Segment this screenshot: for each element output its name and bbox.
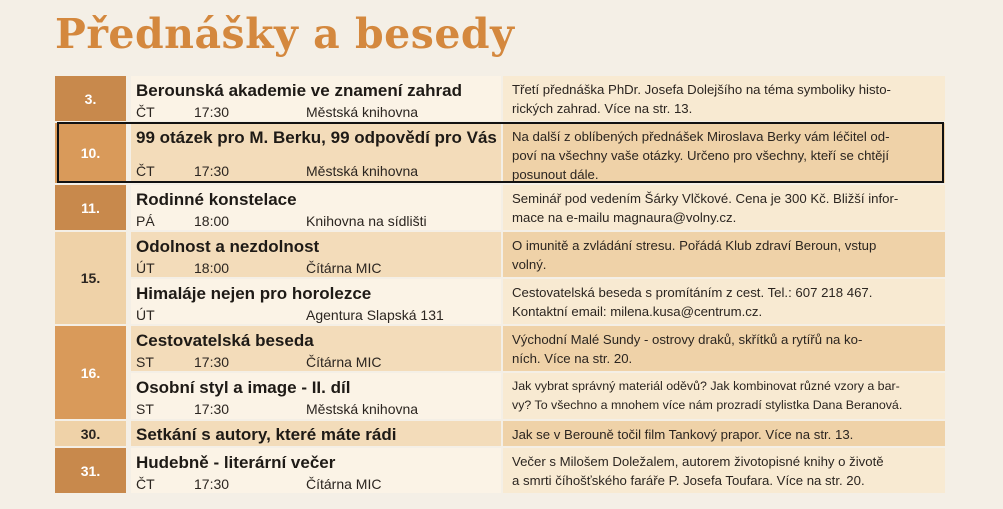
page-title: Přednášky a besedy: [55, 10, 515, 58]
event-place: Knihovna na sídlišti: [306, 213, 427, 229]
event-time: [194, 306, 306, 324]
event-description: Cestovatelská beseda s promítáním z cest. Tel.: 607 218 467. Kontaktní email: milena.kusa@centrum.cz.: [501, 279, 945, 324]
event-weekday: ST: [136, 401, 154, 417]
event-description: Východní Malé Sundy - ostrovy draků, skřítků a rytířů na ko- ních. Více na str. 20.: [501, 326, 945, 371]
event-place: Čítárna MIC: [306, 260, 382, 276]
event-place: Agentura Slapská 131: [306, 307, 444, 323]
schedule-row: [55, 326, 945, 421]
event-place: Čítárna MIC: [306, 354, 382, 370]
event-weekday: ČT: [136, 163, 155, 179]
event-time: 18:00: [194, 213, 230, 229]
schedule-row: [55, 448, 945, 495]
day-number: 3.: [55, 76, 126, 123]
event-place: Městská knihovna: [306, 104, 419, 120]
day-number: 30.: [55, 421, 126, 448]
event-description: Třetí přednáška PhDr. Josefa Dolejšího na téma symboliky histo- rických zahrad. Více na str. 13.: [501, 76, 945, 121]
schedule-row: [55, 421, 945, 448]
event-item: [131, 76, 945, 123]
event-title: Rodinné konstelace: [136, 190, 297, 209]
event-description: Na další z oblíbených přednášek Miroslava Berky vám léčitel od- poví na všechny vaše otázky. Určeno pro všechny, kteří se chtějí posunout dále.: [501, 123, 945, 183]
event-description: Jak se v Berouně točil film Tankový prapor. Více na str. 13.: [501, 421, 945, 446]
event-item: [131, 185, 945, 232]
schedule-row: [55, 76, 945, 123]
schedule-row: [55, 232, 945, 326]
event-item: [131, 373, 945, 421]
event-place: Městská knihovna: [306, 163, 419, 179]
event-title: Odolnost a nezdolnost: [136, 237, 320, 256]
event-time: 17:30: [194, 354, 230, 370]
event-time: 17:30: [194, 476, 230, 492]
day-number: 31.: [55, 448, 126, 495]
event-weekday: ÚT: [136, 260, 155, 276]
day-number: 15.: [55, 232, 126, 326]
event-time: 18:00: [194, 260, 230, 276]
event-weekday: ÚT: [136, 307, 155, 323]
event-time: 17:30: [194, 401, 230, 417]
day-number: 11.: [55, 185, 126, 232]
event-item: [131, 326, 945, 373]
event-weekday: ČT: [136, 104, 155, 120]
event-title: 99 otázek pro M. Berku, 99 odpovědí pro Vás: [136, 128, 497, 147]
event-item: [131, 123, 945, 185]
event-title: Setkání s autory, které máte rádi: [136, 425, 397, 444]
events-schedule: [55, 76, 945, 495]
event-weekday: PÁ: [136, 213, 155, 229]
schedule-row: [55, 123, 945, 185]
day-number: 16.: [55, 326, 126, 421]
event-weekday: ČT: [136, 476, 155, 492]
event-description: O imunitě a zvládání stresu. Pořádá Klub zdraví Beroun, vstup volný.: [501, 232, 945, 277]
event-place: Čítárna MIC: [306, 476, 382, 492]
event-description: Seminář pod vedením Šárky Vlčkové. Cena je 300 Kč. Bližší infor- mace na e-mailu magnaura@volny.cz.: [501, 185, 945, 230]
event-item: [131, 279, 945, 326]
event-weekday: ST: [136, 354, 154, 370]
event-item: [131, 421, 945, 448]
event-title: Cestovatelská beseda: [136, 331, 314, 350]
schedule-row: [55, 185, 945, 232]
event-title: Hudebně - literární večer: [136, 453, 336, 472]
event-time: 17:30: [194, 104, 230, 120]
event-description: Večer s Milošem Doležalem, autorem životopisné knihy o životě a smrti číhošťského faráře P. Josefa Toufara. Více na str. 20.: [501, 448, 945, 493]
event-item: [131, 232, 945, 279]
event-title: Osobní styl a image - II. díl: [136, 378, 351, 397]
day-number: 10.: [55, 123, 126, 185]
event-description: Jak vybrat správný materiál oděvů? Jak kombinovat různé vzory a bar- vy? To všechno a mnohem více nám prozradí stylistka Dana Beranová.: [501, 373, 945, 419]
event-place: Městská knihovna: [306, 401, 419, 417]
event-time: 17:30: [194, 163, 230, 179]
event-title: Berounská akademie ve znamení zahrad: [136, 81, 462, 100]
event-item: [131, 448, 945, 495]
event-title: Himaláje nejen pro horolezce: [136, 284, 372, 303]
